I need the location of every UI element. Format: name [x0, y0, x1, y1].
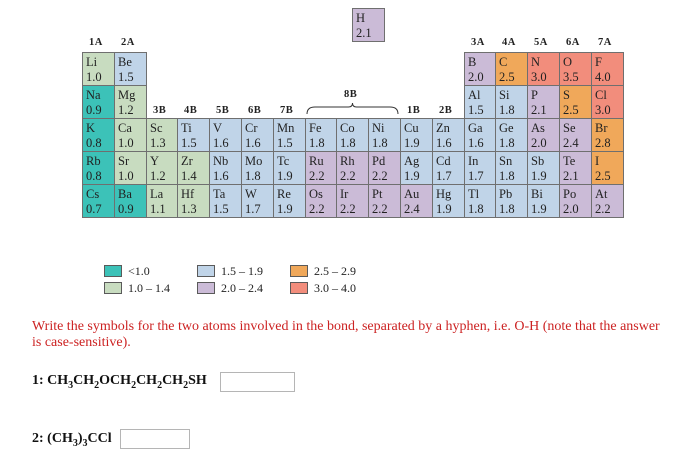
element-electronegativity: 2.2 [372, 202, 388, 216]
element-symbol: I [595, 154, 600, 168]
element-fe [305, 118, 338, 152]
element-w [241, 184, 274, 218]
element-ir [336, 184, 369, 218]
element-y [146, 151, 179, 185]
group-label: 6A [566, 37, 580, 48]
element-symbol: P [531, 88, 538, 102]
element-symbol: Y [150, 154, 160, 168]
element-tl [464, 184, 497, 218]
element-electronegativity: 2.5 [563, 103, 579, 117]
element-symbol: B [468, 55, 477, 69]
element-electronegativity: 1.7 [436, 169, 452, 183]
element-electronegativity: 2.1 [563, 169, 579, 183]
element-electronegativity: 2.0 [531, 136, 547, 150]
element-electronegativity: 2.2 [595, 202, 611, 216]
element-electronegativity: 2.2 [372, 169, 388, 183]
element-symbol: Al [468, 88, 481, 102]
element-symbol: Sb [531, 154, 545, 168]
element-symbol: Tc [277, 154, 290, 168]
element-symbol: Sr [118, 154, 130, 168]
element-at [591, 184, 624, 218]
element-n [527, 52, 560, 86]
element-symbol: Cs [86, 187, 100, 201]
question-1-number: 1: [32, 373, 44, 388]
element-cl [591, 85, 624, 119]
element-electronegativity: 1.7 [468, 169, 484, 183]
element-symbol: As [531, 121, 545, 135]
element-mn [273, 118, 306, 152]
element-electronegativity: 1.8 [468, 202, 484, 216]
legend-label: 2.0 – 2.4 [221, 281, 263, 295]
element-re [273, 184, 306, 218]
element-ag [400, 151, 433, 185]
element-symbol: Ta [213, 187, 226, 201]
element-electronegativity: 2.2 [340, 202, 356, 216]
element-symbol: Ba [118, 187, 132, 201]
element-electronegativity: 1.2 [150, 169, 166, 183]
element-symbol: Rh [340, 154, 355, 168]
element-la [146, 184, 179, 218]
group-label: 7A [598, 37, 612, 48]
legend-swatch [197, 282, 215, 294]
element-electronegativity: 2.4 [563, 136, 579, 150]
element-electronegativity: 1.6 [213, 169, 229, 183]
legend-swatch [290, 282, 308, 294]
element-symbol: Cr [245, 121, 258, 135]
element-symbol: Pt [372, 187, 383, 201]
element-rh [336, 151, 369, 185]
element-symbol: Ga [468, 121, 483, 135]
element-electronegativity: 2.2 [309, 169, 325, 183]
element-ca [114, 118, 147, 152]
element-symbol: Be [118, 55, 132, 69]
element-sb [527, 151, 560, 185]
element-symbol: Hf [181, 187, 195, 201]
element-cr [241, 118, 274, 152]
element-symbol: Cu [404, 121, 419, 135]
element-li [82, 52, 115, 86]
element-symbol: C [499, 55, 508, 69]
element-symbol: In [468, 154, 479, 168]
element-symbol: Po [563, 187, 577, 201]
element-mo [241, 151, 274, 185]
group-label: 2A [121, 37, 135, 48]
element-k [82, 118, 115, 152]
element-o [559, 52, 592, 86]
element-symbol: Nb [213, 154, 229, 168]
answer-1-input[interactable] [220, 372, 295, 392]
element-i [591, 151, 624, 185]
element-b [464, 52, 497, 86]
element-symbol: Rb [86, 154, 101, 168]
element-s [559, 85, 592, 119]
element-hg [432, 184, 465, 218]
element-electronegativity: 1.8 [245, 169, 261, 183]
element-electronegativity: 4.0 [595, 70, 611, 84]
element-electronegativity: 1.9 [436, 202, 452, 216]
element-f [591, 52, 624, 86]
element-symbol: Mg [118, 88, 136, 102]
element-electronegativity: 1.5 [468, 103, 484, 117]
element-symbol: Hg [436, 187, 452, 201]
element-electronegativity: 1.7 [245, 202, 261, 216]
element-symbol: La [150, 187, 164, 201]
element-as [527, 118, 560, 152]
group-label: 4B [184, 105, 198, 116]
group-label: 1B [407, 105, 421, 116]
element-electronegativity: 1.8 [499, 202, 515, 216]
element-electronegativity: 3.0 [531, 70, 547, 84]
element-electronegativity: 1.6 [245, 136, 261, 150]
element-cu [400, 118, 433, 152]
element-ni [368, 118, 401, 152]
legend-swatch [290, 265, 308, 277]
element-au [400, 184, 433, 218]
element-electronegativity: 1.9 [531, 202, 547, 216]
element-electronegativity: 1.5 [118, 70, 134, 84]
element-electronegativity: 2.5 [595, 169, 611, 183]
group-label: 2B [439, 105, 453, 116]
legend-swatch [197, 265, 215, 277]
question-1 [32, 373, 207, 391]
group-label: 3A [471, 37, 485, 48]
element-te [559, 151, 592, 185]
element-bi [527, 184, 560, 218]
element-rb [82, 151, 115, 185]
element-symbol: Cd [436, 154, 451, 168]
element-pb [495, 184, 528, 218]
group-label: 5B [216, 105, 230, 116]
element-electronegativity: 2.2 [309, 202, 325, 216]
element-al [464, 85, 497, 119]
element-electronegativity: 1.6 [436, 136, 452, 150]
element-electronegativity: 1.9 [404, 169, 420, 183]
element-symbol: Fe [309, 121, 322, 135]
element-electronegativity: 1.8 [309, 136, 325, 150]
element-v [209, 118, 242, 152]
element-pd [368, 151, 401, 185]
group-label: 1A [89, 37, 103, 48]
element-symbol: Os [309, 187, 323, 201]
element-electronegativity: 2.8 [595, 136, 611, 150]
element-symbol: Ag [404, 154, 420, 168]
element-electronegativity: 1.8 [372, 136, 388, 150]
element-symbol: Bi [531, 187, 543, 201]
element-symbol: Mo [245, 154, 263, 168]
element-pt [368, 184, 401, 218]
element-ta [209, 184, 242, 218]
element-electronegativity: 3.0 [595, 103, 611, 117]
element-electronegativity: 1.3 [181, 202, 197, 216]
element-electronegativity: 1.0 [86, 70, 102, 84]
element-symbol: O [563, 55, 573, 69]
element-electronegativity: 0.9 [118, 202, 134, 216]
element-zn [432, 118, 465, 152]
element-c [495, 52, 528, 86]
element-cs [82, 184, 115, 218]
element-electronegativity: 1.9 [277, 169, 293, 183]
element-symbol: Mn [277, 121, 295, 135]
element-symbol: F [595, 55, 602, 69]
element-symbol: Ru [309, 154, 324, 168]
element-be [114, 52, 147, 86]
element-ti [177, 118, 210, 152]
element-electronegativity: 2.1 [531, 103, 547, 117]
element-hf [177, 184, 210, 218]
element-cd [432, 151, 465, 185]
element-electronegativity: 1.3 [150, 136, 166, 150]
element-symbol: Co [340, 121, 355, 135]
element-electronegativity: 2.1 [356, 26, 372, 40]
question-2 [32, 431, 112, 449]
element-electronegativity: 1.8 [340, 136, 356, 150]
legend-label: <1.0 [128, 264, 150, 278]
element-sr [114, 151, 147, 185]
element-electronegativity: 2.4 [404, 202, 420, 216]
element-electronegativity: 1.6 [468, 136, 484, 150]
element-p [527, 85, 560, 119]
group-label: 4A [502, 37, 516, 48]
element-electronegativity: 1.1 [150, 202, 166, 216]
element-symbol: N [531, 55, 541, 69]
legend-swatch [104, 282, 122, 294]
element-na [82, 85, 115, 119]
element-symbol: Se [563, 121, 576, 135]
element-symbol: Si [499, 88, 510, 102]
element-symbol: Ni [372, 121, 385, 135]
question-1-formula: $CH_3CH_2OCH_2CH_2CH_2SH$ [47, 373, 207, 391]
element-symbol: Pb [499, 187, 513, 201]
element-electronegativity: 1.5 [277, 136, 293, 150]
element-h [352, 8, 385, 42]
element-symbol: Li [86, 55, 98, 69]
element-symbol: Ca [118, 121, 132, 135]
element-electronegativity: 1.9 [277, 202, 293, 216]
element-electronegativity: 1.9 [404, 136, 420, 150]
element-in [464, 151, 497, 185]
element-electronegativity: 2.0 [468, 70, 484, 84]
element-ba [114, 184, 147, 218]
element-symbol: Cl [595, 88, 607, 102]
element-sn [495, 151, 528, 185]
element-ge [495, 118, 528, 152]
element-co [336, 118, 369, 152]
element-zr [177, 151, 210, 185]
element-symbol: Sc [150, 121, 163, 135]
question-2-number: 2: [32, 431, 44, 446]
element-symbol: Tl [468, 187, 480, 201]
element-electronegativity: 1.2 [118, 103, 134, 117]
element-electronegativity: 3.5 [563, 70, 579, 84]
element-symbol: Zn [436, 121, 450, 135]
element-electronegativity: 2.0 [563, 202, 579, 216]
legend-label: 1.5 – 1.9 [221, 264, 263, 278]
element-po [559, 184, 592, 218]
element-electronegativity: 0.7 [86, 202, 102, 216]
element-symbol: W [245, 187, 257, 201]
element-electronegativity: 1.8 [499, 136, 515, 150]
element-electronegativity: 0.8 [86, 136, 102, 150]
element-symbol: Br [595, 121, 608, 135]
element-ru [305, 151, 338, 185]
element-symbol: Zr [181, 154, 193, 168]
element-symbol: Ti [181, 121, 192, 135]
element-os [305, 184, 338, 218]
element-tc [273, 151, 306, 185]
element-br [591, 118, 624, 152]
legend-label: 2.5 – 2.9 [314, 264, 356, 278]
element-symbol: Pd [372, 154, 386, 168]
group-label: 6B [248, 105, 262, 116]
element-nb [209, 151, 242, 185]
element-se [559, 118, 592, 152]
element-symbol: Na [86, 88, 101, 102]
group-label: 3B [153, 105, 167, 116]
element-symbol: Au [404, 187, 420, 201]
element-symbol: K [86, 121, 96, 135]
instructions-text: Write the symbols for the two atoms involved in the bond, separated by a hyphen, i.e. O-H (note that the answer is case-sensitive). [32, 319, 660, 350]
element-sc [146, 118, 179, 152]
legend-label: 1.0 – 1.4 [128, 281, 170, 295]
legend-label: 3.0 – 4.0 [314, 281, 356, 295]
element-electronegativity: 0.8 [86, 169, 102, 183]
element-electronegativity: 1.9 [531, 169, 547, 183]
element-electronegativity: 1.8 [499, 103, 515, 117]
element-electronegativity: 0.9 [86, 103, 102, 117]
group-8b-bracket [305, 103, 400, 115]
element-symbol: At [595, 187, 608, 201]
element-symbol: S [563, 88, 570, 102]
question-2-formula: $(CH_3)_3CCl$ [47, 431, 112, 449]
element-si [495, 85, 528, 119]
element-electronegativity: 1.0 [118, 136, 134, 150]
group-label: 5A [534, 37, 548, 48]
answer-2-input[interactable] [120, 429, 190, 449]
element-symbol: Sn [499, 154, 513, 168]
element-electronegativity: 2.2 [340, 169, 356, 183]
element-electronegativity: 1.4 [181, 169, 197, 183]
element-electronegativity: 1.5 [213, 202, 229, 216]
element-symbol: Ge [499, 121, 514, 135]
group-8b-label: 8B [344, 89, 358, 100]
element-symbol: Re [277, 187, 291, 201]
element-symbol: Ir [340, 187, 349, 201]
element-symbol: H [356, 11, 366, 25]
element-electronegativity: 2.5 [499, 70, 515, 84]
element-mg [114, 85, 147, 119]
element-symbol: V [213, 121, 223, 135]
element-symbol: Te [563, 154, 576, 168]
legend-swatch [104, 265, 122, 277]
element-electronegativity: 1.8 [499, 169, 515, 183]
element-electronegativity: 1.0 [118, 169, 134, 183]
element-electronegativity: 1.6 [213, 136, 229, 150]
group-label: 7B [280, 105, 294, 116]
element-ga [464, 118, 497, 152]
element-electronegativity: 1.5 [181, 136, 197, 150]
